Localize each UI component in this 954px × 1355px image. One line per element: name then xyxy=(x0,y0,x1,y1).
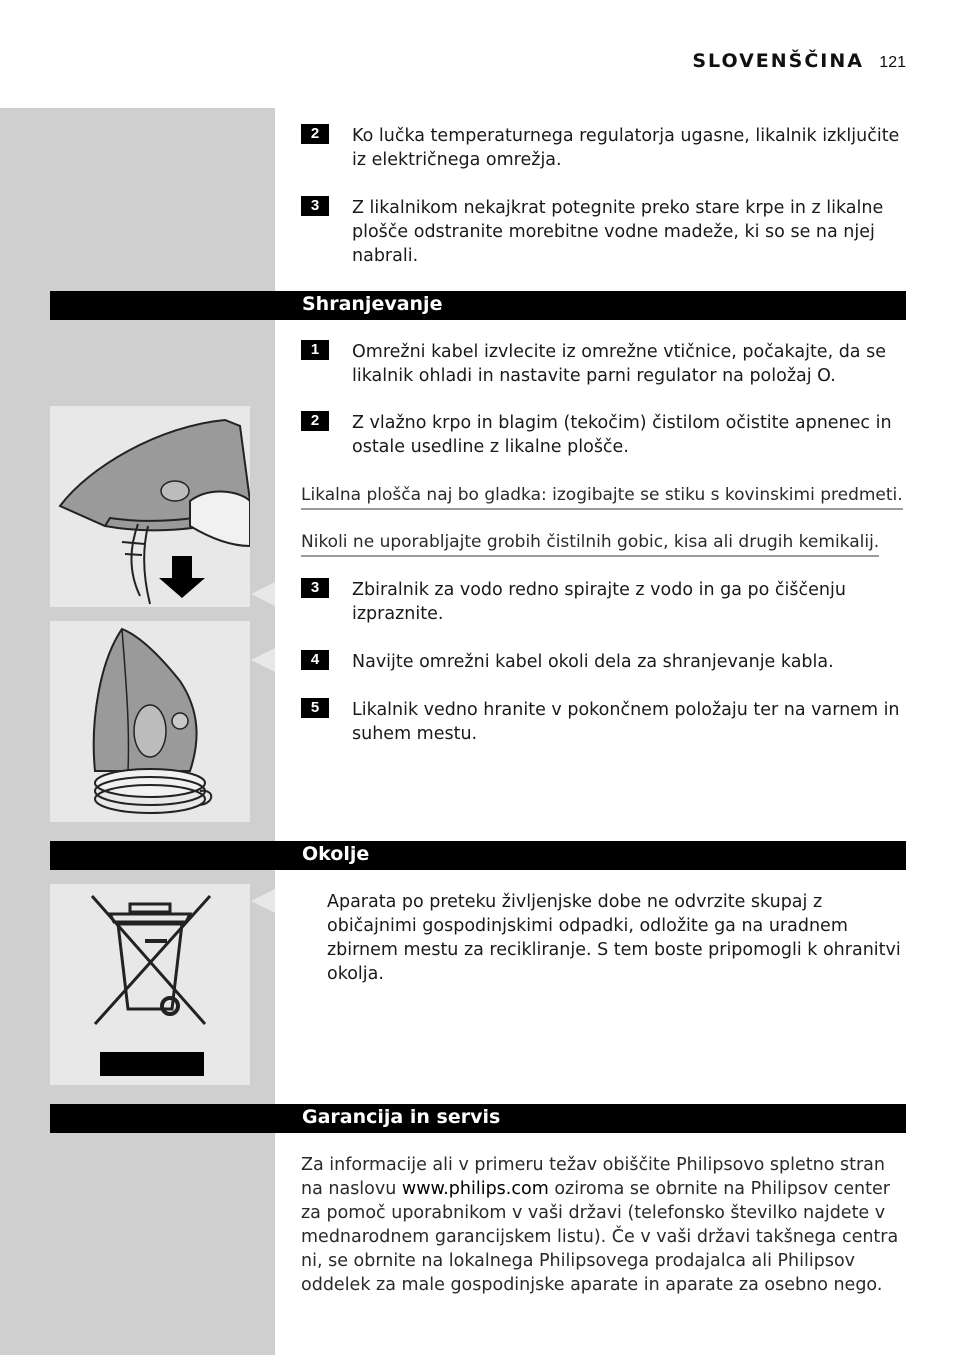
step-number: 1 xyxy=(301,340,329,360)
warranty-text-after: oziroma se obrnite na Philipsov center za pomoč uporabnikom v vaši državi (telefonsko številko najdete v mednarodnem garancijskem listu). Če v vaši državi takšnega centra ni, se obrnite na lokalnega Philipsovega prodajalca ali Philipsov oddelek za male gospodinjske aparate in aparate za osebno nego. xyxy=(301,1179,899,1295)
warranty-text xyxy=(301,1153,901,1297)
section-heading-environment xyxy=(50,841,906,870)
illustration-iron-upright xyxy=(50,621,250,822)
step-text: Likalnik vedno hranite v pokončnem položaju ter na varnem in suhem mestu. xyxy=(352,700,900,744)
section-title: Shranjevanje xyxy=(302,293,443,315)
step-number: 2 xyxy=(301,411,329,431)
step-item xyxy=(301,411,911,459)
image-pointer xyxy=(251,648,275,672)
language-header: SLOVENŠČINA xyxy=(692,50,864,72)
step-item xyxy=(301,340,911,388)
philips-website-link[interactable]: www.philips.com xyxy=(401,1179,549,1199)
illustration-weee xyxy=(50,884,250,1085)
step-text: Z likalnikom nekajkrat potegnite preko stare krpe in z likalne plošče odstranite morebitne vodne madeže, ki so se na njej nabrali. xyxy=(352,198,884,266)
page-number: 121 xyxy=(879,54,906,71)
iron-unplug-drawing xyxy=(50,406,250,607)
step-item xyxy=(301,196,911,268)
image-pointer xyxy=(251,889,275,913)
step-text: Z vlažno krpo in blagim (tekočim) čistilom očistite apnenec in ostale usedline z likalne plošče. xyxy=(352,413,892,457)
warranty-text-before: Za informacije ali v primeru težav obiščite Philipsovo spletno stran na naslovu xyxy=(301,1155,885,1199)
section-heading-storage xyxy=(50,291,906,320)
step-number: 4 xyxy=(301,650,329,670)
step-item xyxy=(301,578,911,626)
step-item xyxy=(301,650,911,674)
note-text: Nikoli ne uporabljajte grobih čistilnih gobic, kisa ali drugih kemikalij. xyxy=(301,530,879,557)
environment-text: Aparata po preteku življenjske dobe ne odvrzite skupaj z običajnimi gospodinjskimi odpadki, odložite ga na uradnem zbirnem mestu za recikliranje. S tem boste pripomogli k ohranitvi okolja. xyxy=(327,892,901,984)
step-item xyxy=(301,698,911,746)
section-heading-warranty xyxy=(50,1104,906,1133)
step-number: 5 xyxy=(301,698,329,718)
illustration-iron-unplug xyxy=(50,406,250,607)
section-title: Garancija in servis xyxy=(302,1106,501,1128)
step-number: 3 xyxy=(301,196,329,216)
step-text: Zbiralnik za vodo redno spirajte z vodo in ga po čiščenju izpraznite. xyxy=(352,580,846,624)
note-text: Likalna plošča naj bo gladka: izogibajte se stiku s kovinskimi predmeti. xyxy=(301,483,903,510)
step-text: Navijte omrežni kabel okoli dela za shranjevanje kabla. xyxy=(352,652,834,672)
step-number: 2 xyxy=(301,124,329,144)
step-item xyxy=(301,124,911,172)
section-title: Okolje xyxy=(302,843,370,865)
step-number: 3 xyxy=(301,578,329,598)
image-pointer xyxy=(251,582,275,606)
step-text: Omrežni kabel izvlecite iz omrežne vtičnice, počakajte, da se likalnik ohladi in nastavite parni regulator na položaj O. xyxy=(352,342,886,386)
iron-upright-drawing xyxy=(50,621,250,822)
step-text: Ko lučka temperaturnega regulatorja ugasne, likalnik izključite iz električnega omrežja. xyxy=(352,126,900,170)
crossed-bin-icon xyxy=(50,884,250,1085)
